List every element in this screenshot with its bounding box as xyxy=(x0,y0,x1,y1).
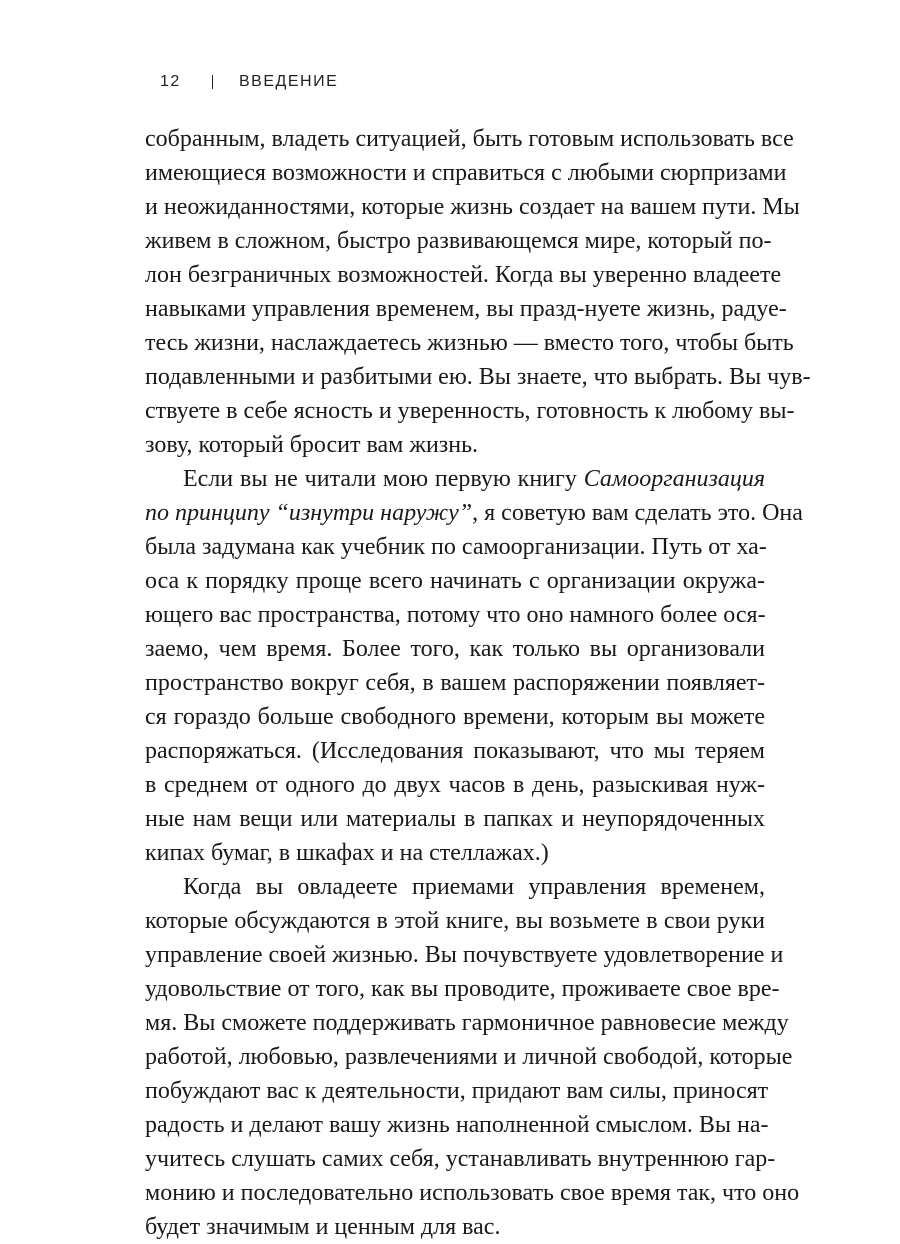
header-separator xyxy=(212,75,213,89)
text-line: распоряжаться. (Исследования показывают, что мы теряем xyxy=(145,738,765,764)
text-line: ся гораздо больше свободного времени, которым вы можете xyxy=(145,704,765,730)
text-line: ствуете в себе ясность и уверенность, готовность к любому вы- xyxy=(145,398,795,424)
text-line: будет значимым и ценным для вас. xyxy=(145,1214,501,1240)
text-line: в среднем от одного до двух часов в день, разыскивая нуж- xyxy=(145,772,765,798)
text-line: управление своей жизнью. Вы почувствуете удовлетворение и xyxy=(145,942,784,968)
text-line: пространство вокруг себя, в вашем распоряжении появляет- xyxy=(145,670,765,696)
text-line: навыками управления временем, вы празд-нуете жизнь, радуе- xyxy=(145,296,787,322)
text-line: подавленными и разбитыми ею. Вы знаете, что выбрать. Вы чув- xyxy=(145,364,811,390)
text-line: ющего вас пространства, потому что оно намного более ося- xyxy=(145,602,766,628)
text-line: имеющиеся возможности и справиться с любыми сюрпризами xyxy=(145,160,787,186)
book-title-italic: Самоорганизация xyxy=(583,466,765,492)
body-text xyxy=(145,122,811,1244)
book-title-italic: по принципу “изнутри наружу” xyxy=(145,500,473,526)
running-head xyxy=(160,70,338,94)
text-line: радость и делают вашу жизнь наполненной смыслом. Вы на- xyxy=(145,1112,769,1138)
text-line: зову, который бросит вам жизнь. xyxy=(145,432,479,458)
text-line: учитесь слушать самих себя, устанавливать внутреннюю гар- xyxy=(145,1146,776,1172)
text-line: тесь жизни, наслаждаетесь жизнью — вместо того, чтобы быть xyxy=(145,330,794,356)
text-line: заемо, чем время. Более того, как только вы организовали xyxy=(145,636,765,662)
text-line: которые обсуждаются в этой книге, вы возьмете в свои руки xyxy=(145,908,765,934)
text-line: мя. Вы сможете поддерживать гармоничное равновесие между xyxy=(145,1010,789,1036)
text-line: работой, любовью, развлечениями и личной свободой, которые xyxy=(145,1044,793,1070)
text-line: оса к порядку проще всего начинать с организации окружа- xyxy=(145,568,765,594)
text-line: живем в сложном, быстро развивающемся мире, который по- xyxy=(145,228,772,254)
text-line: ные нам вещи или материалы в папках и неупорядоченных xyxy=(145,806,765,832)
text-line: побуждают вас к деятельности, придают вам силы, приносят xyxy=(145,1078,769,1104)
text-line: Когда вы овладеете приемами управления временем, xyxy=(183,874,765,900)
text-line: и неожиданностями, которые жизнь создает на вашем пути. Мы xyxy=(145,194,800,220)
text-line xyxy=(145,462,765,496)
text-run: Если вы не читали мою первую книгу xyxy=(183,466,584,492)
text-line: монию и последовательно использовать свое время так, что оно xyxy=(145,1180,800,1206)
page-number: 12 xyxy=(160,73,181,90)
text-line: собранным, владеть ситуацией, быть готовым использовать все xyxy=(145,126,794,152)
text-line xyxy=(145,496,803,530)
section-title: ВВЕДЕНИЕ xyxy=(239,73,339,90)
text-line: лон безграничных возможностей. Когда вы уверенно владеете xyxy=(145,262,782,288)
text-run: , я советую вам сделать это. Она xyxy=(472,500,803,526)
text-line: была задумана как учебник по самоорганизации. Путь от ха- xyxy=(145,534,767,560)
text-line: удовольствие от того, как вы проводите, проживаете свое вре- xyxy=(145,976,780,1002)
text-line: кипах бумаг, в шкафах и на стеллажах.) xyxy=(145,840,549,866)
